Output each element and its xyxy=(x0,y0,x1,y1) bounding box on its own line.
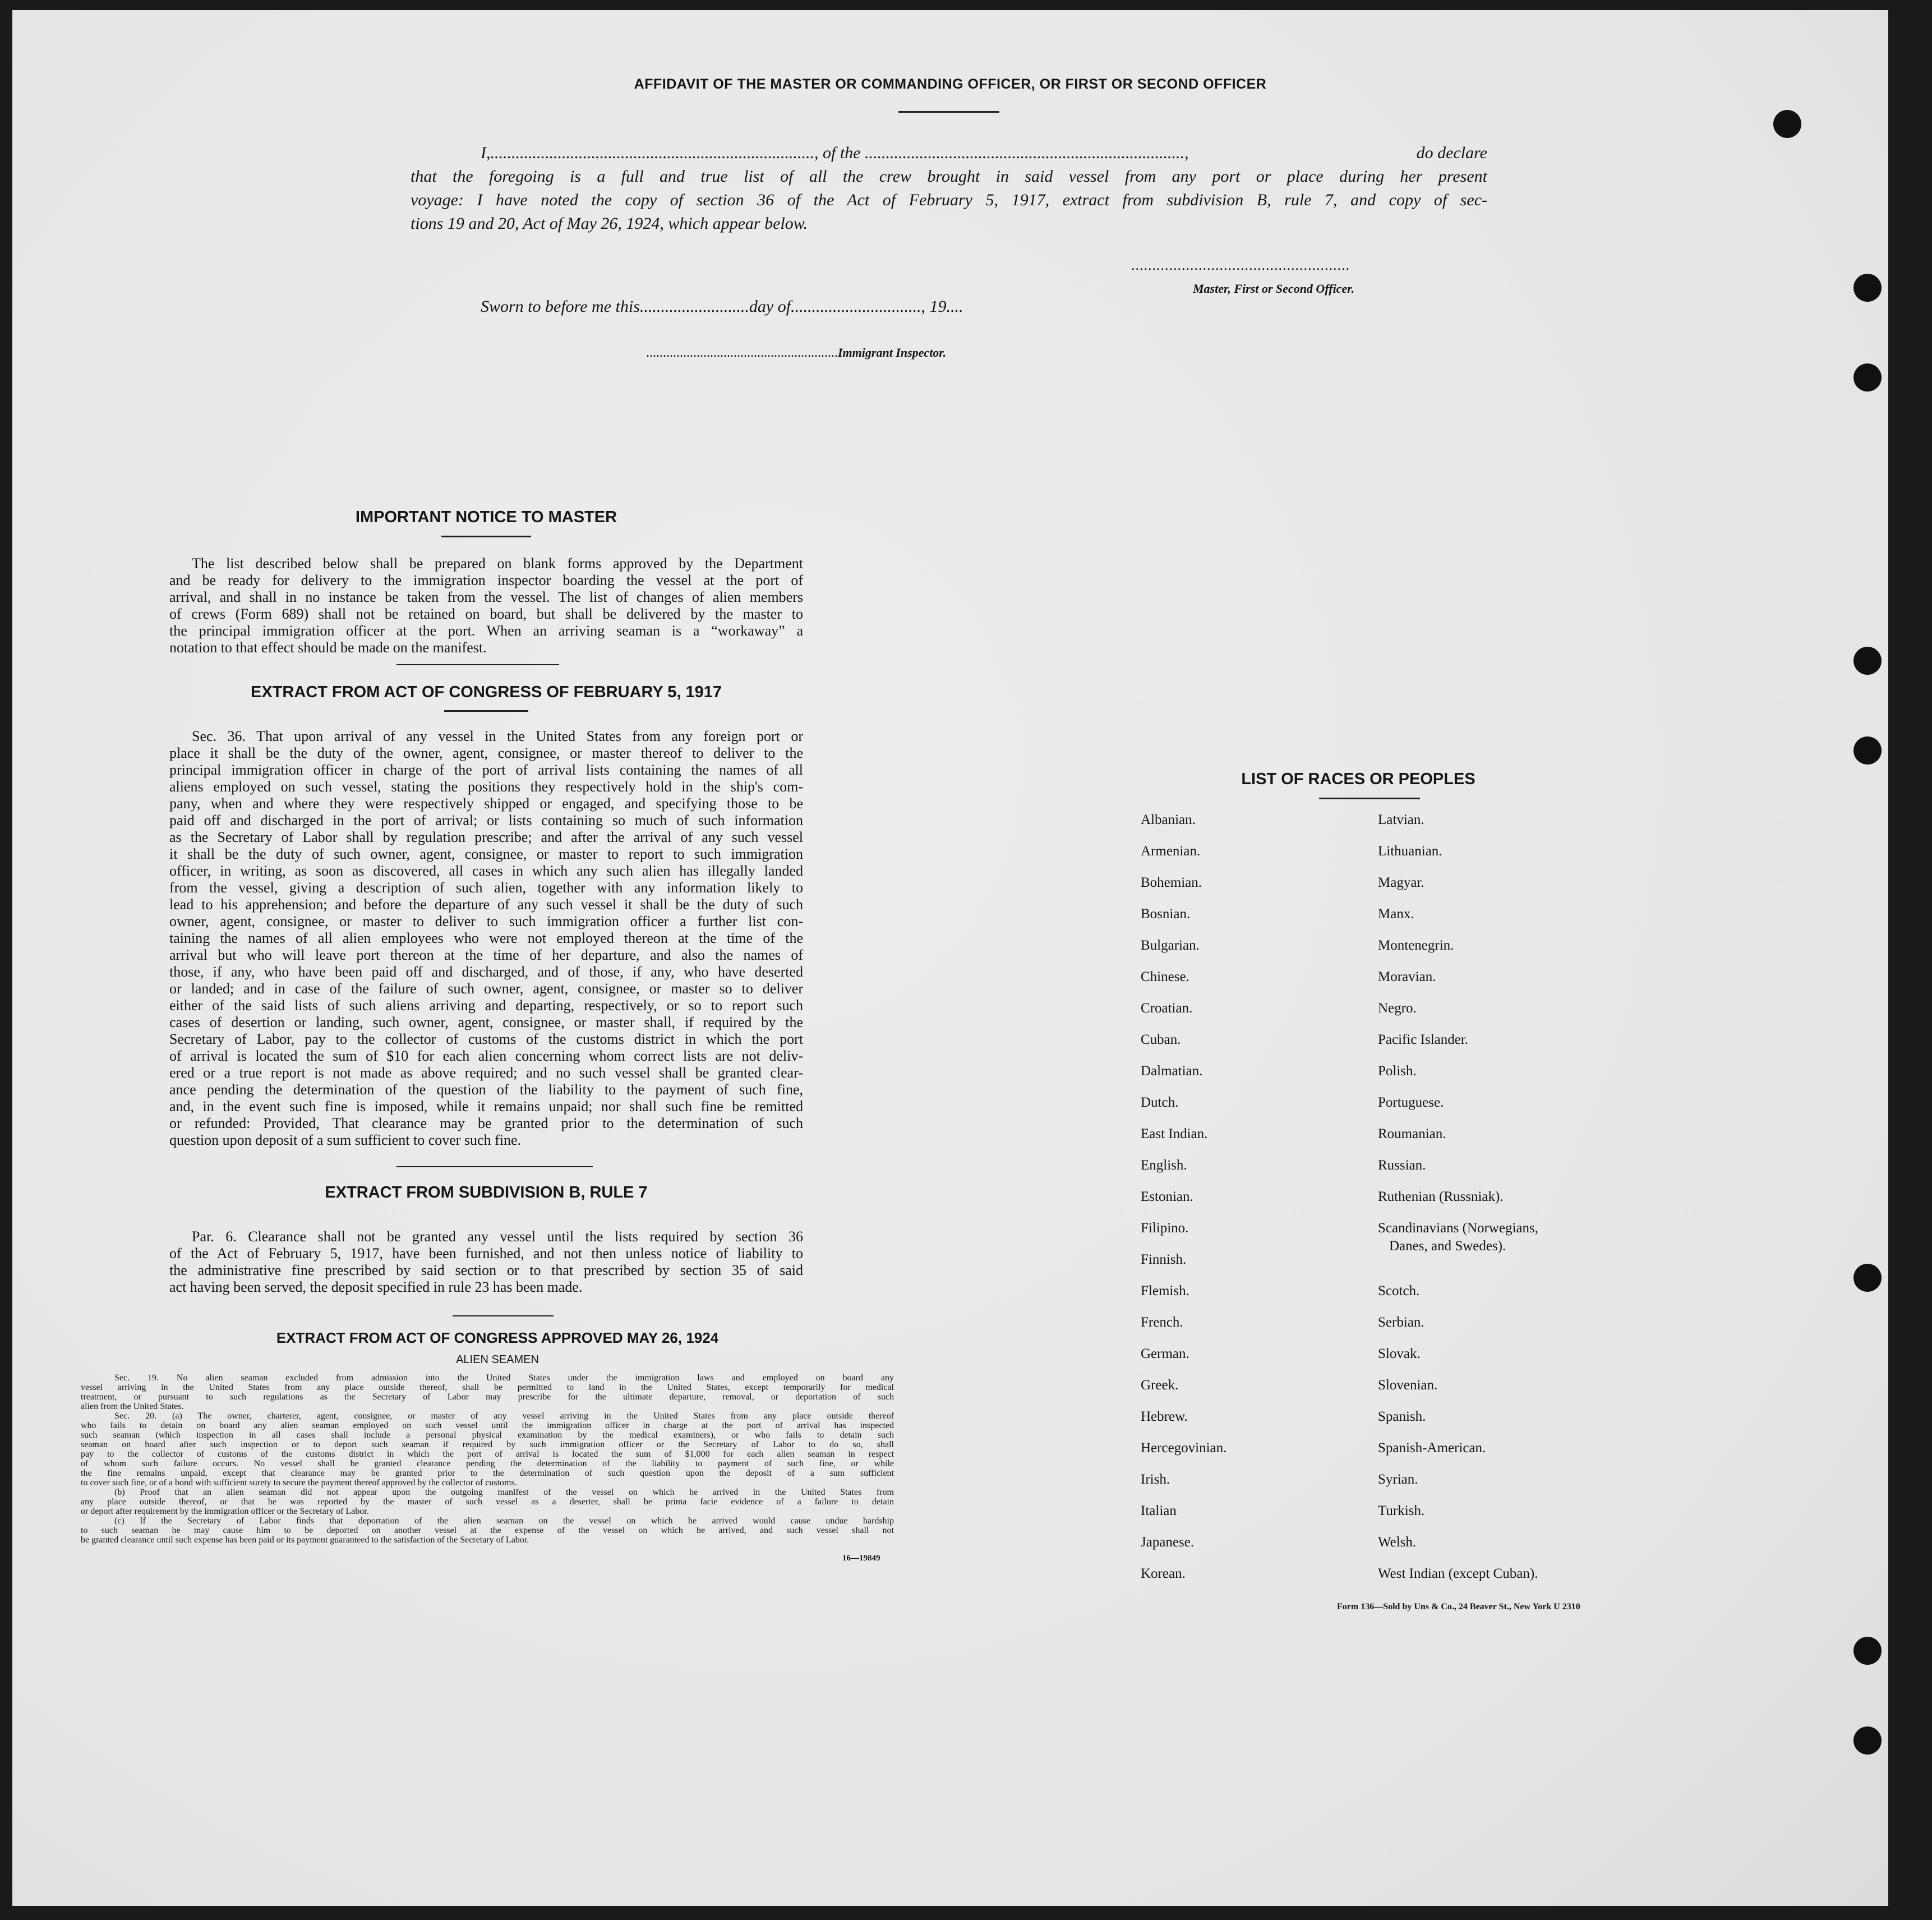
extract-1917-body xyxy=(169,728,803,1149)
extract-1924-title: EXTRACT FROM ACT OF CONGRESS APPROVED MAY 26, 1924 xyxy=(276,1329,719,1346)
affidavit-title: AFFIDAVIT OF THE MASTER OR COMMANDING OFFICER, OR FIRST OR SECOND OFFICER xyxy=(634,76,1267,92)
signature-label: Master, First or Second Officer. xyxy=(1193,282,1355,296)
text-line: Secretary of Labor, pay to the collector of customs of the customs district in which the port xyxy=(169,1031,803,1047)
sworn-line xyxy=(481,297,963,316)
affidavit-line-3: voyage: I have noted the copy of section 36 of the Act of February 5, 1917, extract from subdivision B, rule 7, and copy of sec- xyxy=(411,191,1487,209)
text-line: taining the names of all alien employees who were not employed thereon at the time of the xyxy=(169,930,803,946)
binder-hole xyxy=(1853,647,1882,675)
race-item: Chinese. xyxy=(1141,969,1189,984)
inspector-label: Immigrant Inspector. xyxy=(838,346,947,360)
race-item: Roumanian. xyxy=(1378,1126,1446,1141)
text-line: notation to that effect should be made on the manifest. xyxy=(169,639,487,656)
divider xyxy=(898,111,999,113)
text-line: it shall be the duty of such owner, agent, consignee, or master to report to such immigration xyxy=(169,846,803,862)
day-of-text: day of xyxy=(749,297,791,316)
race-item: Albanian. xyxy=(1141,812,1196,827)
race-item: German. xyxy=(1141,1346,1189,1361)
divider xyxy=(441,536,531,537)
text-line: of crews (Form 689) shall not be retained on board, but shall be delivered by the master to xyxy=(169,606,803,622)
binder-hole xyxy=(1853,736,1882,765)
date-day-blank: .......................... xyxy=(639,297,749,316)
text-line: Par. 6. Clearance shall not be granted any vessel until the lists required by section 36 xyxy=(192,1228,803,1245)
name-blank: I,............................................................................., xyxy=(481,144,819,162)
race-item: Welsh. xyxy=(1378,1535,1417,1550)
text-line: aliens employed on such vessel, stating the positions they respectively hold in the ship's com- xyxy=(169,779,803,795)
text-line: pany, when and where they were respectively shipped or engaged, and specifying those to be xyxy=(169,795,803,812)
race-item: Hercegovinian. xyxy=(1141,1440,1227,1456)
race-item: Greek. xyxy=(1141,1378,1179,1393)
race-item: Bulgarian. xyxy=(1141,938,1200,953)
text-line: either of the said lists of such aliens arriving and departing, respectively, or so to report such xyxy=(169,997,803,1014)
race-item: Lithuanian. xyxy=(1378,844,1442,859)
race-item: Portuguese. xyxy=(1378,1095,1444,1110)
text-line: or refunded: Provided, That clearance may be granted prior to the determination of such xyxy=(169,1115,803,1131)
race-item: Japanese. xyxy=(1141,1535,1195,1550)
text-line: cases of desertion or landing, such owner, agent, consignee, or master shall, if required by the xyxy=(169,1014,803,1030)
binder-hole xyxy=(1853,1637,1882,1665)
race-item: Scotch. xyxy=(1378,1283,1420,1299)
divider xyxy=(396,1166,593,1167)
text-line: officer, in writing, as soon as discovered, all cases in which any such alien has illegally landed xyxy=(169,863,803,879)
text-line: Sec. 20. (a) The owner, charterer, agent, consignee, or master of any vessel arriving in the United States from any place outside thereof xyxy=(114,1411,894,1421)
text-line: Sec. 36. That upon arrival of any vessel in the United States from any foreign port or xyxy=(192,728,803,744)
race-item: Dalmatian. xyxy=(1141,1063,1203,1079)
sworn-text: Sworn to before me this xyxy=(481,297,640,316)
text-line: principal immigration officer in charge of the port of arrival lists containing the names of all xyxy=(169,762,803,778)
race-item: Korean. xyxy=(1141,1566,1186,1581)
binder-hole xyxy=(1853,1726,1882,1755)
race-item: Hebrew. xyxy=(1141,1409,1188,1424)
race-item: Magyar. xyxy=(1378,875,1424,890)
race-item: Polish. xyxy=(1378,1063,1417,1079)
text-line: such seaman (which inspection in all cases shall include a personal physical examination by the medical examiners), or who fails to detain such xyxy=(81,1430,894,1440)
text-line: arrival, and shall in no instance be taken from the vessel. The list of changes of alien members xyxy=(169,589,803,605)
text-line: treatment, or pursuant to such regulations as the Secretary of Labor may prescribe for the ultimate departure, removal, or deportation of such xyxy=(81,1392,894,1402)
year-blank: .... xyxy=(946,297,963,316)
race-item: Negro. xyxy=(1378,1001,1417,1016)
race-item: Danes, and Swedes). xyxy=(1389,1238,1506,1254)
race-item: Slovak. xyxy=(1378,1346,1421,1361)
text-line: to such seaman he may cause him to be deported on another vessel at the expense of the vessel on which he arrived, and such vessel shall not xyxy=(81,1526,894,1535)
race-item: Syrian. xyxy=(1378,1472,1418,1487)
race-item: Irish. xyxy=(1141,1472,1170,1487)
text-line: the administrative fine prescribed by said section or to that prescribed by section 35 of said xyxy=(169,1262,803,1278)
affidavit-line-4: tions 19 and 20, Act of May 26, 1924, which appear below. xyxy=(411,214,808,233)
text-line: place it shall be the duty of the owner, agent, consignee, or master thereof to deliver to the xyxy=(169,745,803,761)
text-line: owner, agent, consignee, or master to deliver to such immigration officer a further list con- xyxy=(169,913,803,929)
race-item: Finnish. xyxy=(1141,1252,1187,1267)
text-line: the fine remains unpaid, except that clearance may be granted prior to the determination of such question upon the deposit of a sum sufficient xyxy=(81,1468,894,1478)
race-item: Ruthenian (Russniak). xyxy=(1378,1189,1504,1204)
vessel-blank: ............................................................................, xyxy=(865,144,1189,162)
text-line: of arrival is located the sum of $10 for each alien concerning whom correct lists are not deliv- xyxy=(169,1048,803,1064)
race-item: Estonian. xyxy=(1141,1189,1193,1204)
race-item: Latvian. xyxy=(1378,812,1424,827)
race-item: Turkish. xyxy=(1378,1503,1425,1518)
date-month-blank: ............................... xyxy=(791,297,921,316)
notice-title: IMPORTANT NOTICE TO MASTER xyxy=(355,508,617,526)
text-line: Sec. 19. No alien seaman excluded from admission into the United States under the immigration laws and employed on board any xyxy=(114,1373,894,1383)
race-item: Filipino. xyxy=(1141,1221,1189,1236)
text-line: those, if any, who have been paid off and discharged, and of those, if any, who have deserted xyxy=(169,964,803,980)
text-line: of the Act of February 5, 1917, have been furnished, and not then unless notice of liability to xyxy=(169,1245,803,1261)
race-item: Bohemian. xyxy=(1141,875,1202,890)
text-line: alien from the United States. xyxy=(81,1402,184,1411)
race-item: Montenegrin. xyxy=(1378,938,1454,953)
text-line: to cover such fine, or of a bond with sufficient surety to secure the payment thereof approved by the collector of customs. xyxy=(81,1478,517,1488)
race-item: Spanish. xyxy=(1378,1409,1426,1424)
race-item: Slovenian. xyxy=(1378,1378,1438,1393)
text-line: and be ready for delivery to the immigration inspector boarding the vessel at the port of xyxy=(169,572,803,588)
race-item: Flemish. xyxy=(1141,1283,1189,1299)
race-item: English. xyxy=(1141,1158,1187,1173)
form-code: 16—19849 xyxy=(842,1554,880,1563)
race-item: Armenian. xyxy=(1141,844,1201,859)
text-line: or landed; and in case of the failure of such owner, agent, consignee, or master so to deliver xyxy=(169,980,803,997)
inspector-line xyxy=(646,346,946,361)
race-item: Cuban. xyxy=(1141,1032,1181,1047)
document-page xyxy=(12,10,1888,1906)
form-footer: Form 136—Sold by Uns & Co., 24 Beaver St., New York U 2310 xyxy=(1337,1602,1580,1611)
year-prefix: , 19 xyxy=(921,297,947,316)
race-item: Moravian. xyxy=(1378,969,1436,984)
text-line: or deport after requirement by the immigration officer or the Secretary of Labor. xyxy=(81,1507,369,1516)
text-line: any place outside thereof, or that he was reported by the master of such vessel as a deserter, shall be prima facie evidence of a failure to detain xyxy=(81,1497,894,1507)
extract-1917-title: EXTRACT FROM ACT OF CONGRESS OF FEBRUARY 5, 1917 xyxy=(250,683,722,701)
text-line: ered or a true report is not made as above required; and no such vessel shall be granted clear- xyxy=(169,1065,803,1081)
text-line: the principal immigration officer at the port. When an arriving seaman is a “workaway” a xyxy=(169,623,803,639)
do-declare-text: do declare xyxy=(1416,144,1487,162)
affidavit-line-2: that the foregoing is a full and true list of all the crew brought in said vessel from any port or place during her present xyxy=(411,167,1487,186)
race-item: Scandinavians (Norwegians, xyxy=(1378,1221,1539,1236)
signature-blank: .................................................... xyxy=(1131,257,1350,273)
text-line: pay to the collector of customs of the customs district in which the port of arrival is located the sum of $1,000 for each alien seaman in respect xyxy=(81,1449,894,1459)
race-item: Croatian. xyxy=(1141,1001,1193,1016)
race-item: Manx. xyxy=(1378,906,1414,922)
affidavit-line-1 xyxy=(481,144,1487,163)
race-item: French. xyxy=(1141,1315,1183,1330)
text-line: The list described below shall be prepared on blank forms approved by the Department xyxy=(192,555,803,572)
text-line: (c) If the Secretary of Labor finds that deportation of the alien seaman on the vessel on which he arrived would cause undue hardship xyxy=(114,1516,894,1526)
race-item: Italian xyxy=(1141,1503,1177,1518)
text-line: act having been served, the deposit specified in rule 23 has been made. xyxy=(169,1279,583,1295)
rule-7-body xyxy=(169,1228,803,1296)
binder-hole xyxy=(1853,274,1882,302)
race-item: Bosnian. xyxy=(1141,906,1191,922)
race-item: Dutch. xyxy=(1141,1095,1179,1110)
divider xyxy=(1319,798,1420,799)
notice-body xyxy=(169,555,803,656)
text-line: (b) Proof that an alien seaman did not appear upon the outgoing manifest of the vessel on which he arrived in the United States from xyxy=(114,1488,894,1497)
divider xyxy=(453,1315,554,1316)
rule-7-title: EXTRACT FROM SUBDIVISION B, RULE 7 xyxy=(325,1184,648,1201)
text-line: arrival but who will leave port thereon at the time of her departure, and also the names of xyxy=(169,947,803,963)
binder-hole xyxy=(1773,110,1801,138)
race-item: Russian. xyxy=(1378,1158,1426,1173)
inspector-blank: ......................................................... xyxy=(646,346,838,360)
of-the-text: of the xyxy=(823,144,861,162)
text-line: seaman on board after such inspection or to deport such seaman if required by such immigration officer or the Secretary of Labor to do so, shall xyxy=(81,1440,894,1449)
text-line: question upon deposit of a sum sufficient to cover such fine. xyxy=(169,1132,522,1148)
race-item: Serbian. xyxy=(1378,1315,1424,1330)
race-item: Pacific Islander. xyxy=(1378,1032,1469,1047)
races-title: LIST OF RACES OR PEOPLES xyxy=(1241,770,1475,788)
text-line: from the vessel, giving a description of such alien, together with any information likely to xyxy=(169,880,803,896)
text-line: lead to his apprehension; and before the departure of any such vessel it shall be the duty of such xyxy=(169,896,803,913)
extract-1924-body xyxy=(81,1373,894,1545)
text-line: and, in the event such fine is imposed, while it remains unpaid; nor shall such fine be remitted xyxy=(169,1098,803,1115)
text-line: of whom such failure occurs. No vessel shall be granted clearance pending the determination of the liability to payment of such fine, or while xyxy=(81,1459,894,1468)
binder-hole xyxy=(1853,1264,1882,1292)
text-line: as the Secretary of Labor shall by regulation prescribe; and after the arrival of any such vessel xyxy=(169,829,803,845)
alien-seamen-subtitle: ALIEN SEAMEN xyxy=(456,1353,539,1366)
race-item: Spanish-American. xyxy=(1378,1440,1486,1456)
text-line: who fails to detain on board any alien seaman employed on such vessel until the immigration officer in charge at the port of arrival has inspected xyxy=(81,1421,894,1430)
race-item: West Indian (except Cuban). xyxy=(1378,1566,1538,1581)
binder-hole xyxy=(1853,363,1882,392)
text-line: vessel arriving in the United States from any place outside thereof, shall be permitted to land in the United States, except temporarily for medical xyxy=(81,1383,894,1392)
text-line: ance pending the determination of the question of the liability to the payment of such fine, xyxy=(169,1081,803,1098)
text-line: be granted clearance until such expense has been paid or its payment guaranteed to the satisfaction of the Secretary of Labor. xyxy=(81,1535,529,1545)
divider xyxy=(444,710,528,712)
text-line: paid off and discharged in the port of arrival; or lists containing so much of such information xyxy=(169,812,803,828)
divider xyxy=(396,664,559,665)
race-item: East Indian. xyxy=(1141,1126,1208,1141)
